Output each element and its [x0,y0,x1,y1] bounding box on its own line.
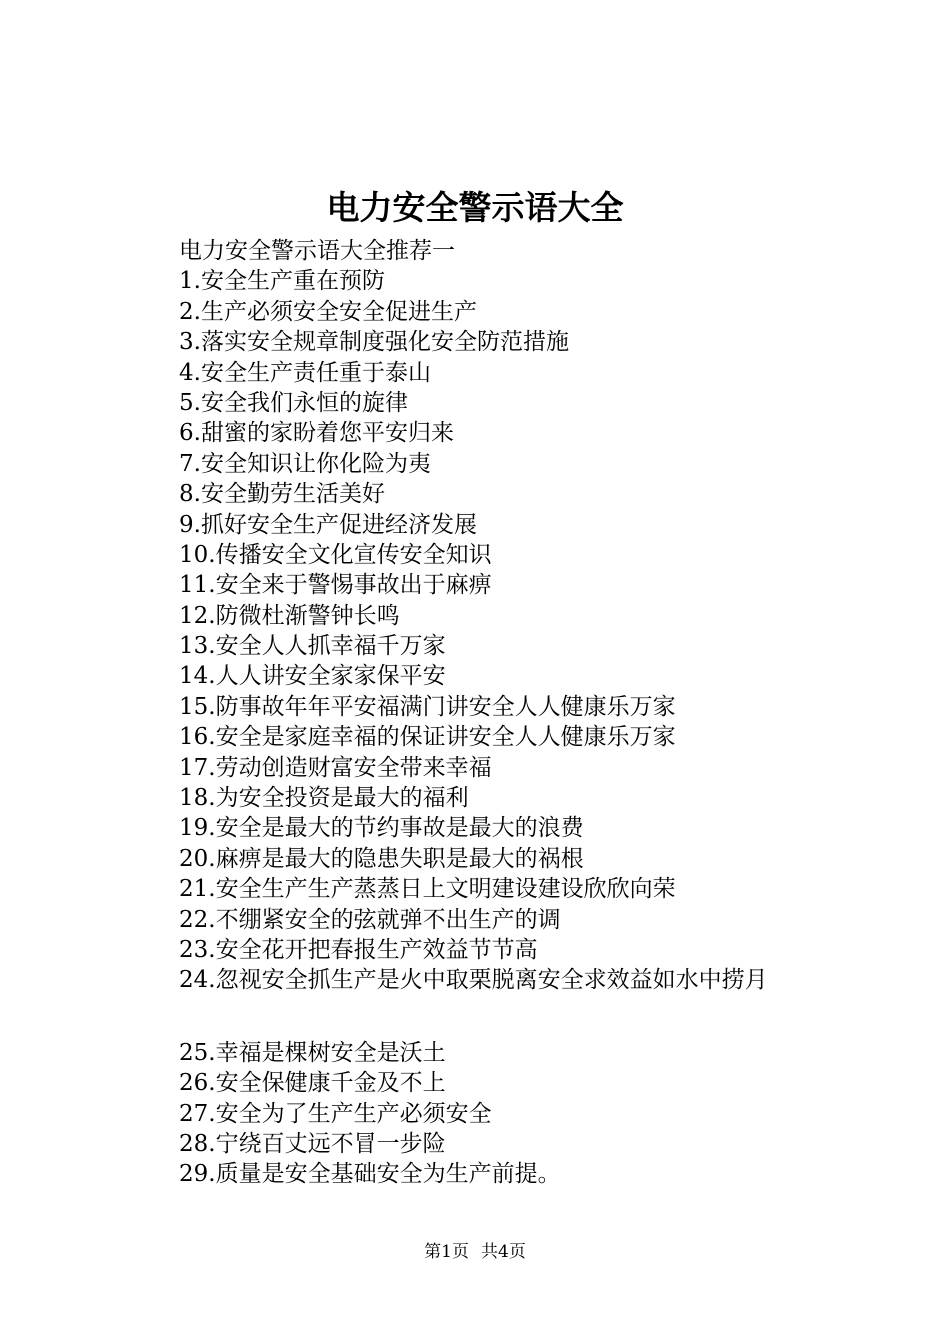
slogan-item: 16.安全是家庭幸福的保证讲安全人人健康乐万家 [179,724,676,751]
slogan-item: 19.安全是最大的节约事故是最大的浪费 [179,815,584,842]
document-body [179,236,879,1190]
page-total: 共4页 [481,1242,526,1262]
slogan-item: 14.人人讲安全家家保平安 [179,663,446,690]
page-title: 电力安全警示语大全 [326,188,624,227]
slogan-item: 9.抓好安全生产促进经济发展 [179,511,477,538]
page-footer [0,1240,950,1264]
page-number: 第1页 [424,1242,469,1262]
slogan-item: 26.安全保健康千金及不上 [179,1070,446,1097]
slogan-item: 20.麻痹是最大的隐患失职是最大的祸根 [179,845,584,872]
slogan-item: 12.防微杜渐警钟长鸣 [179,602,400,629]
slogan-item: 18.为安全投资是最大的福利 [179,785,469,812]
slogan-item: 7.安全知识让你化险为夷 [179,450,431,477]
slogan-item: 21.安全生产生产蒸蒸日上文明建设建设欣欣向荣 [179,876,676,903]
slogan-item: 5.安全我们永恒的旋律 [179,389,408,416]
slogan-item: 1.安全生产重在预防 [179,268,385,295]
slogan-item: 3.落实安全规章制度强化安全防范措施 [179,329,569,356]
slogan-item: 11.安全来于警惕事故出于麻痹 [179,572,492,599]
slogan-item: 27.安全为了生产生产必须安全 [179,1100,492,1127]
slogan-item: 28.宁绕百丈远不冒一步险 [179,1130,446,1157]
slogan-item: 13.安全人人抓幸福千万家 [179,633,446,660]
slogan-item: 10.传播安全文化宣传安全知识 [179,541,492,568]
slogan-item: 2.生产必须安全安全促进生产 [179,298,477,325]
paragraph-gap [179,996,879,1038]
section-heading: 电力安全警示语大全推荐一 [179,238,455,264]
slogan-item: 17.劳动创造财富安全带来幸福 [179,754,492,781]
slogan-item: 23.安全花开把春报生产效益节节高 [179,936,538,963]
slogan-list-part2 [179,1038,879,1190]
slogan-item: 29.质量是安全基础安全为生产前提。 [179,1161,561,1188]
slogan-item: 24.忽视安全抓生产是火中取栗脱离安全求效益如水中捞月 [179,967,768,994]
slogan-item: 8.安全勤劳生活美好 [179,481,385,508]
slogan-list-part1 [179,266,879,995]
slogan-item: 22.不绷紧安全的弦就弹不出生产的调 [179,906,561,933]
slogan-item: 15.防事故年年平安福满门讲安全人人健康乐万家 [179,693,676,720]
slogan-item: 25.幸福是棵树安全是沃土 [179,1039,446,1066]
slogan-item: 4.安全生产责任重于泰山 [179,359,431,386]
slogan-item: 6.甜蜜的家盼着您平安归来 [179,420,454,447]
